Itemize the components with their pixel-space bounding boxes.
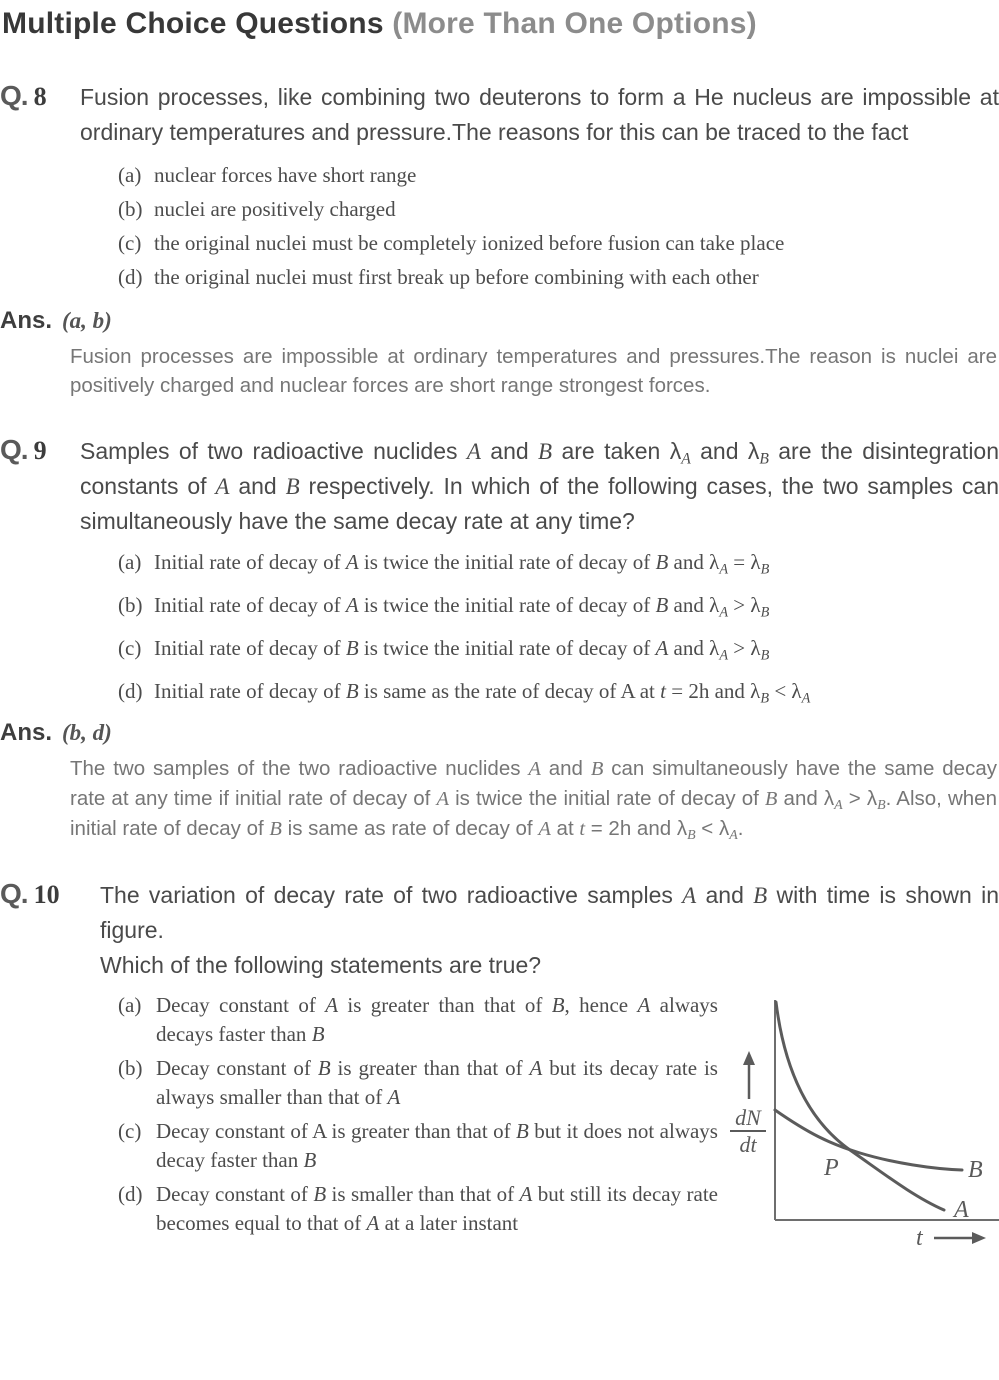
question-10-options [118,991,718,1262]
option-text: Decay constant of A is greater than that of B, hence A always decays faster than B [156,993,718,1046]
option-text: Initial rate of decay of A is twice the initial rate of decay of B and $\lambda_A = \lambda_B$ [154,550,770,578]
option-d [118,676,999,706]
question-number: 9 [33,436,47,465]
option-letter: (b) [118,1056,143,1080]
y-axis-label-denominator: dt [739,1132,757,1157]
question-label: Q. [0,80,28,111]
option-letter: (d) [118,679,143,703]
crossing-point-label: P [824,1155,839,1181]
option-b [118,590,999,620]
question-10-text-line1: The variation of decay rate of two radioactive samples A and B with time is shown in figure. [100,882,999,943]
option-text: Initial rate of decay of B is same as the rate of decay of A at t = 2h and $\lambda_B < \lambda_A$ [154,679,811,707]
option-text: Initial rate of decay of B is twice the initial rate of decay of A and $\lambda_A > \lambda_B$ [154,636,770,664]
option-letter: (a) [118,550,142,574]
question-label: Q. [0,878,28,909]
question-8 [0,80,999,400]
decay-rate-figure [718,977,999,1262]
question-9-badge [0,434,80,466]
question-8-badge [0,80,80,112]
option-letter: (d) [118,1182,143,1206]
option-text: nuclei are positively charged [154,197,396,221]
curve-a [776,1002,944,1210]
question-10-statement-row [0,878,999,983]
option-letter: (a) [118,993,142,1017]
option-c [118,226,999,260]
question-9-explanation: The two samples of the two radioactive nuclides A and B can simultaneously have the same decay rate at any time if initial rate of decay of A is twice the initial rate of decay of B and $\lambda_A > \lambda_B$. Also, when initial rate of decay of B is same as rate of decay of A at t = 2h and $\lambda_B < \lambda_A$. [70,757,997,844]
decay-rate-graph [718,977,999,1262]
option-c [118,1117,718,1175]
answer-label: Ans. [0,307,53,334]
option-letter: (c) [118,231,142,255]
question-10-text-line2: Which of the following statements are true? [100,952,542,978]
curve-a-label: A [954,1197,969,1223]
question-10 [0,878,999,1262]
question-9-answer-row [0,719,999,747]
option-d [118,1180,718,1238]
option-letter: (b) [118,593,143,617]
curve-b-label: B [968,1157,983,1183]
question-8-answer-row [0,307,999,335]
question-9-statement-row [0,434,999,539]
option-d [118,260,999,294]
question-label: Q. [0,434,28,465]
question-10-badge [0,878,100,910]
option-text: Decay constant of B is smaller than that of A but still its decay rate becomes equal to that of A at a later instant [156,1182,718,1235]
question-10-body [0,991,999,1262]
question-10-text [100,878,999,983]
option-letter: (c) [118,1119,142,1143]
option-letter: (d) [118,265,143,289]
option-letter: (c) [118,636,142,660]
option-c [118,633,999,663]
option-text: the original nuclei must be completely ionized before fusion can take place [154,231,785,255]
option-text: Decay constant of A is greater than that of B but it does not always decay faster than B [156,1119,718,1172]
question-number: 8 [33,82,47,111]
option-text: Initial rate of decay of A is twice the initial rate of decay of B and $\lambda_A > \lambda_B$ [154,593,770,621]
option-b [118,1054,718,1112]
option-b [118,192,999,226]
question-8-explanation: Fusion processes are impossible at ordinary temperatures and pressures.The reason is nuclei are positively charged and nuclear forces are short range strongest forces. [70,345,997,397]
y-axis-label-numerator: dN [735,1105,761,1130]
answer-label: Ans. [0,719,53,746]
option-a [118,547,999,577]
x-axis-label: t [916,1225,923,1251]
option-letter: (a) [118,163,142,187]
answer-value: (a, b) [62,308,112,333]
curve-b [775,1110,962,1170]
question-8-statement-row [0,80,999,150]
page-title [2,0,999,46]
page-title-sub: (More Than One Options) [392,7,757,40]
option-letter: (b) [118,197,143,221]
y-arrow-head [743,1051,755,1065]
question-8-options [118,158,999,294]
option-text: the original nuclei must first break up before combining with each other [154,265,759,289]
question-number: 10 [33,880,60,909]
question-8-text: Fusion processes, like combining two deuterons to form a He nucleus are impossible at ordinary temperatures and pressure.The reasons for this can be traced to the fact [80,84,999,145]
answer-value: (b, d) [62,720,112,745]
option-text: nuclear forces have short range [154,163,417,187]
question-9-text: Samples of two radioactive nuclides A and B are taken $\lambda_A$ and $\lambda_B$ are the disintegration constants of A and B respectively. In which of the following cases, the two samples can simultaneously have the same decay rate at any time? [80,438,999,534]
x-arrow-head [972,1232,986,1244]
question-9 [0,434,999,844]
question-9-options [118,547,999,706]
option-a [118,158,999,192]
page-title-main: Multiple Choice Questions [2,7,384,40]
option-text: Decay constant of B is greater than that of A but its decay rate is always smaller than that of A [156,1056,718,1109]
option-a [118,991,718,1049]
